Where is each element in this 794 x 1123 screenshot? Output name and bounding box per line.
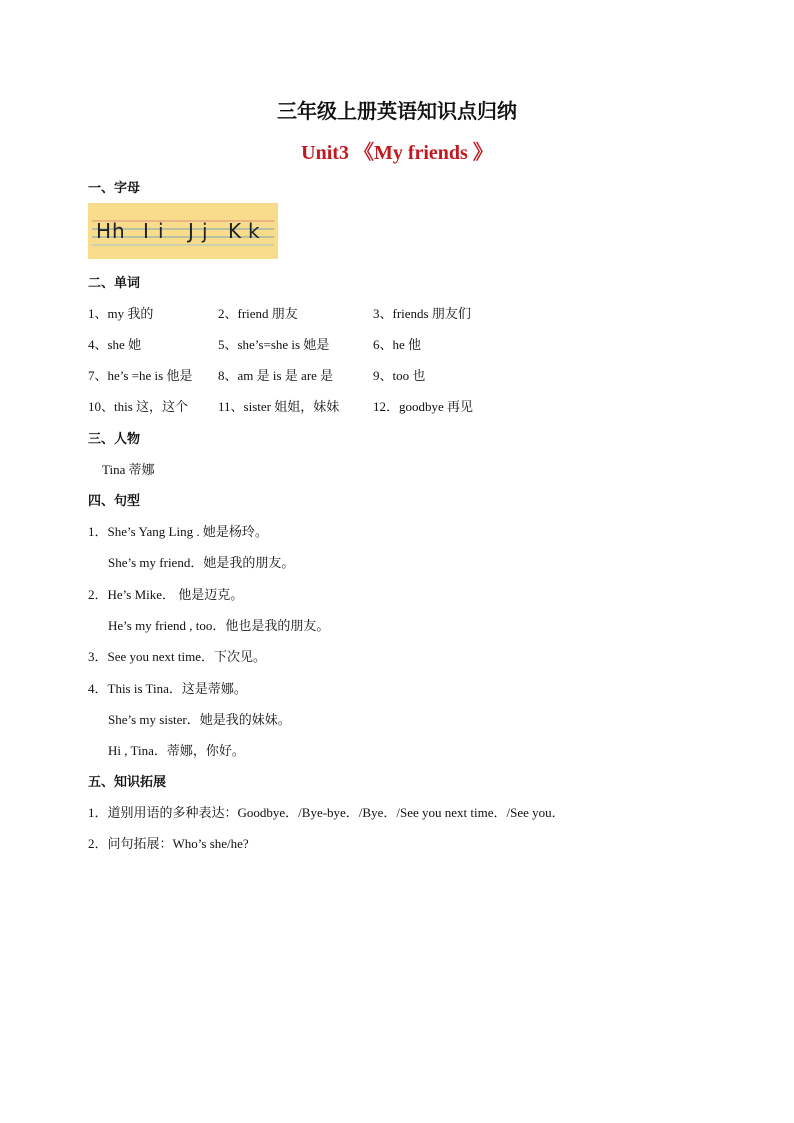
sentence-item: 4．This is Tina．这是蒂娜。 <box>88 681 247 696</box>
word-item: 1、my 我的 <box>88 306 154 321</box>
word-item: 11、sister 姐姐，妹妹 <box>218 399 340 414</box>
word-item: 3、friends 朋友们 <box>373 306 471 321</box>
letters-image <box>88 203 278 259</box>
word-item: 6、he 他 <box>373 337 422 352</box>
sentence-item: She’s my sister．她是我的妹妹。 <box>108 712 291 727</box>
sentence-item: She’s my friend．她是我的朋友。 <box>108 555 295 570</box>
letter-i: i <box>158 219 164 243</box>
word-item: 4、she 她 <box>88 337 142 352</box>
section-extension-heading: 五、知识拓展 <box>88 775 167 790</box>
sentence-item: 1．She’s Yang Ling . 她是杨玲。 <box>88 524 268 539</box>
sentence-item: Hi , Tina．蒂娜，你好。 <box>108 743 245 758</box>
letter-j: j <box>202 219 208 243</box>
word-item: 2、friend 朋友 <box>218 306 298 321</box>
extension-item: 2．问句拓展：Who’s she/he? <box>88 836 249 851</box>
word-item: 10、this 这，这个 <box>88 399 189 414</box>
section-words-heading: 二、单词 <box>88 276 141 291</box>
sentence-item: 2．He’s Mike． 他是迈克。 <box>88 587 244 602</box>
unit-subtitle: Unit3 《My friends 》 <box>301 142 493 164</box>
letter-K: K <box>228 219 242 243</box>
word-item: 12．goodbye 再见 <box>373 399 474 414</box>
letter-H: H <box>96 219 112 243</box>
letter-I: I <box>143 219 149 243</box>
section-sentences-heading: 四、句型 <box>88 494 141 509</box>
person-item: Tina 蒂娜 <box>102 462 155 477</box>
letter-J: J <box>188 219 194 243</box>
word-item: 9、too 也 <box>373 368 426 383</box>
word-item: 8、am 是 is 是 are 是 <box>218 368 334 383</box>
word-item: 5、she’s=she is 她是 <box>218 337 330 352</box>
sentence-item: 3．See you next time．下次见。 <box>88 649 267 664</box>
page-title: 三年级上册英语知识点归纳 <box>277 99 517 123</box>
handwriting-lines <box>88 203 278 259</box>
extension-item: 1．道别用语的多种表达：Goodbye．/Bye-bye．/Bye．/See you next time．/See you． <box>88 805 565 820</box>
word-item: 7、he’s =he is 他是 <box>88 368 193 383</box>
sentence-item: He’s my friend , too．他也是我的朋友。 <box>108 618 330 633</box>
section-letters-heading: 一、字母 <box>88 181 141 196</box>
letter-h: h <box>112 219 125 243</box>
letter-k: k <box>248 219 260 243</box>
section-people-heading: 三、人物 <box>88 432 141 447</box>
